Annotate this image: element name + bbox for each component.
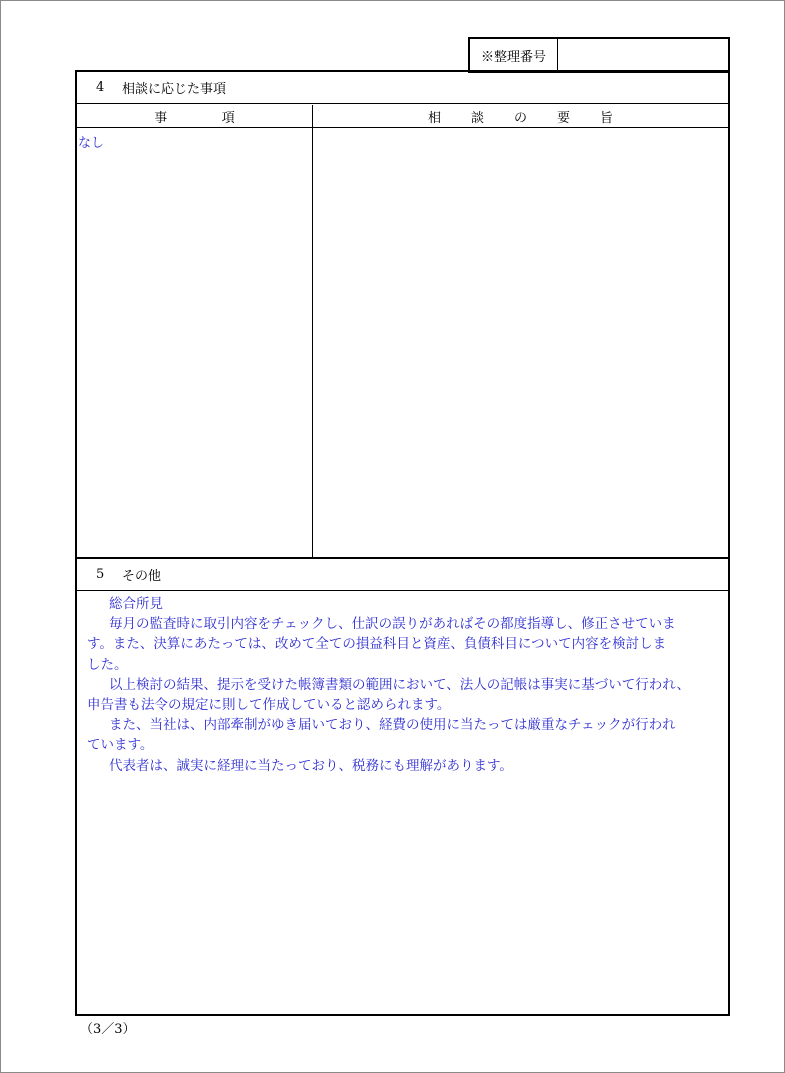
column-header-item-char: 事 [154,110,168,126]
column-header-item-char: 項 [221,110,235,126]
section4-body [77,128,728,559]
column-header-summary-char: の [513,110,527,126]
remarks-line: した。 [87,656,128,673]
column-header-summary-char: 旨 [599,110,613,126]
other-remarks-body[interactable] [87,594,727,776]
consultation-items-cell[interactable]: なし [77,128,313,557]
form-frame [75,70,730,1016]
column-header-summary-char: 相 [427,110,441,126]
reference-number-box [468,37,730,73]
column-header-summary-char: 談 [470,110,484,126]
remarks-line: 申告書も法令の規定に則して作成していると認められます。 [87,697,451,714]
section4-number: 4 [96,80,105,95]
section4-title: 相談に応じた事項 [122,82,227,97]
remarks-line: 代表者は、誠実に経理に当たっており、税務にも理解があります。 [109,757,513,774]
consultation-summary-cell[interactable] [313,128,728,557]
section5-number: 5 [96,567,105,582]
remarks-line: 以上検討の結果、提示を受けた帳簿書類の範囲において、法人の記帳は事実に基づいて行われ、 [109,676,691,693]
section5-header [77,559,728,591]
reference-number-label: ※整理番号 [470,39,558,71]
remarks-line: また、当社は、内部牽制がゆき届いており、経費の使用に当たっては厳重なチェックが行われ [109,717,676,734]
column-header-summary [313,105,728,127]
column-header-item [77,105,313,127]
remarks-line: 総合所見 [109,596,163,612]
remarks-line: 毎月の監査時に取引内容をチェックし、仕訳の誤りがあればその都度指導し、修正させていま [109,616,676,633]
reference-number-field[interactable] [558,39,728,71]
section4-header [77,72,728,104]
remarks-line: す。また、決算にあたっては、改めて全ての損益科目と資産、負債科目について内容を検討しま [87,636,667,653]
column-header-summary-char: 要 [556,110,570,126]
remarks-line: ています。 [87,737,154,754]
section5-title: その他 [122,569,162,584]
section4-column-headers [77,105,728,128]
page-number: （3／3） [80,1022,136,1037]
